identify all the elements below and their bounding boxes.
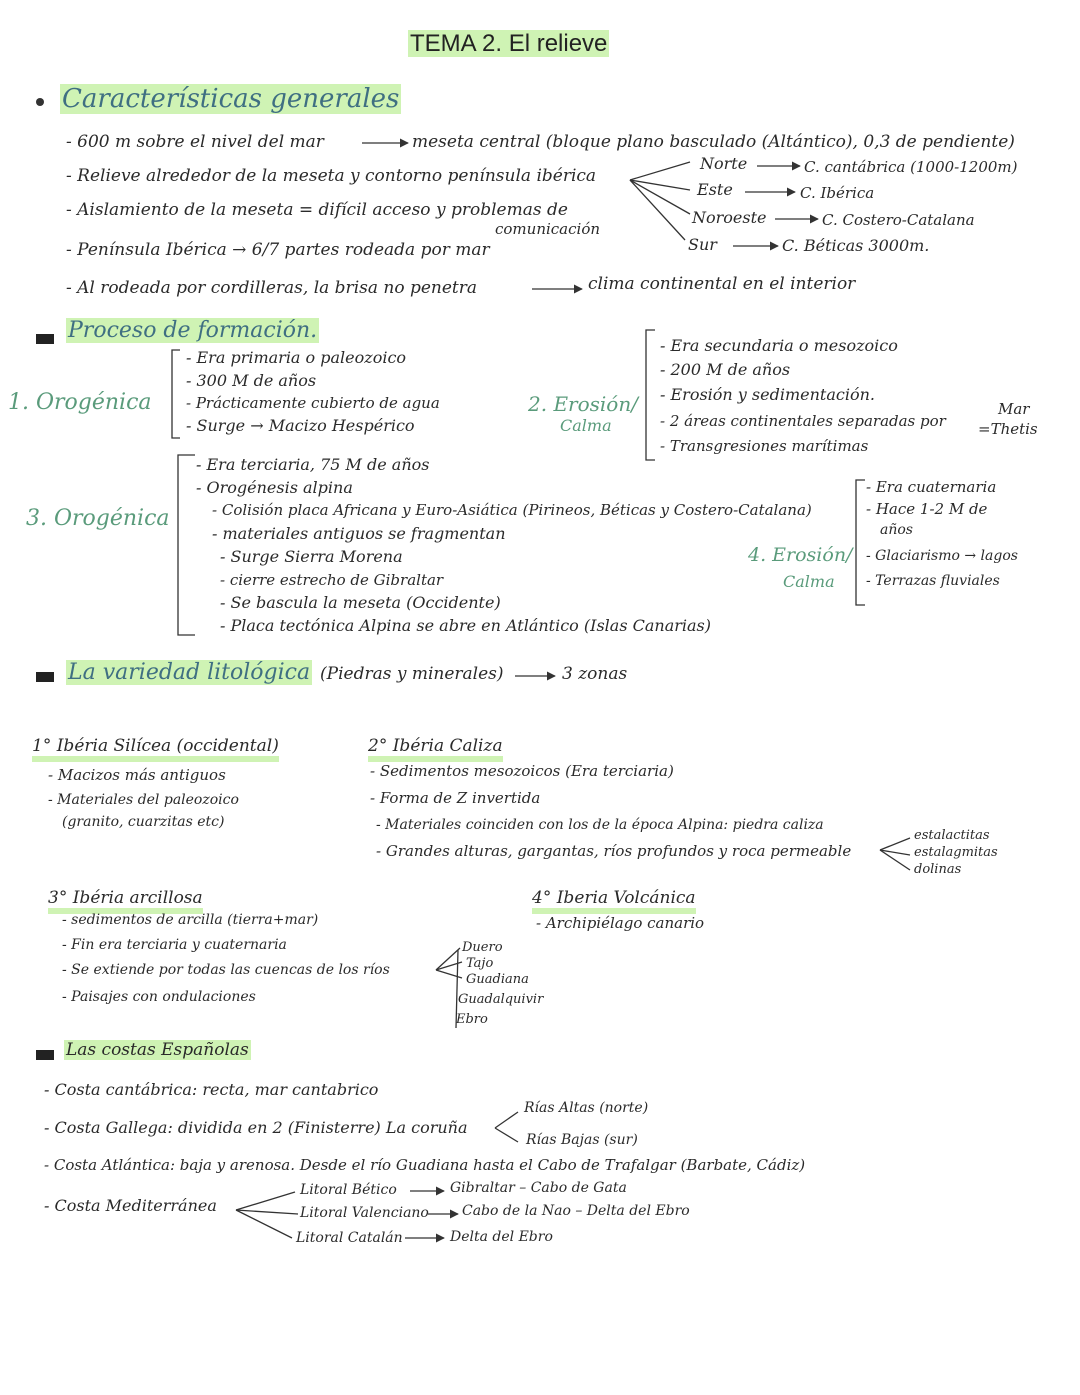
branch-sur-dir: Sur [688,235,717,254]
coast-mediterranea: - Costa Mediterránea [44,1196,217,1215]
e4-item: - Era cuaternaria [866,478,997,496]
branch-este-val: C. Ibérica [800,184,875,202]
heading-text: Características generales [62,84,400,114]
coast-cantabrica: - Costa cantábrica: recta, mar cantabrico [44,1080,379,1099]
z3-item: - sedimentos de arcilla (tierra+mar) [62,912,319,928]
e4-item: - Hace 1-2 M de [866,500,988,518]
line-altitude: - 600 m sobre el nivel del mar [66,132,324,152]
litoral-catalan-dest: Delta del Ebro [450,1229,553,1245]
litoral-betico-dest: Gibraltar – Cabo de Gata [450,1180,627,1196]
zone-title-text: 2° Ibéria Caliza [368,736,503,762]
z2-item: - Materiales coinciden con los de la época Alpina: piedra caliza [376,817,824,833]
o3-item: - cierre estrecho de Gibraltar [220,571,444,589]
rias-altas: Rías Altas (norte) [524,1100,649,1116]
zone-1-title [32,736,279,756]
o1-item: - Prácticamente cubierto de agua [186,394,440,412]
branch-norte-dir: Norte [700,154,748,173]
z2-form: estalactitas [914,828,990,843]
z2-item: - Grandes alturas, gargantas, ríos profundos y roca permeable [376,842,852,860]
e4-item: - Glaciarismo → lagos [866,548,1018,564]
zone-2-title [368,736,503,756]
line-relieve: - Relieve alrededor de la meseta y contorno península ibérica [66,166,597,186]
litologica-sub: (Piedras y minerales) [320,664,504,684]
line-aislamiento: - Aislamiento de la meseta = difícil acceso y problemas de [66,200,568,220]
erosion-2-label: 2. Erosión/ [528,392,638,416]
section-heading-litologica [66,660,312,685]
litologica-zones: 3 zonas [562,664,628,684]
litoral-valenciano-dest: Cabo de la Nao – Delta del Ebro [462,1203,690,1219]
heading-text: La variedad litológica [68,660,311,685]
branch-noroeste-val: C. Costero-Catalana [822,211,975,229]
coast-atlantica: - Costa Atlántica: baja y arenosa. Desde el río Guadiana hasta el Cabo de Trafalgar (Barbate, Cádiz) [44,1156,806,1174]
o3-item: - Era terciaria, 75 M de años [196,455,430,474]
e2-item: - 200 M de años [660,360,791,379]
heading-text: Proceso de formación. [68,318,318,343]
river: Duero [462,940,503,955]
erosion-4-sub: Calma [783,572,835,591]
z1-item: - Macizos más antiguos [48,766,226,784]
litoral-betico: Litoral Bético [300,1182,397,1198]
thetis-label: =Thetis [978,420,1038,438]
branch-este-dir: Este [697,180,733,199]
erosion-4-label: 4. Erosión/ [748,544,853,566]
zone-4-title [532,888,696,908]
bullet-square [36,334,54,344]
zone-3-title [48,888,203,908]
orogenica-1-label: 1. Orogénica [8,390,152,415]
z1-item: (granito, cuarzitas etc) [62,814,225,830]
o1-item: - 300 M de años [186,371,317,390]
litoral-valenciano: Litoral Valenciano [300,1205,429,1221]
river: Guadiana [466,972,529,987]
branch-norte-val: C. cantábrica (1000-1200m) [804,158,1018,176]
line-meseta: meseta central (bloque plano basculado (Altántico), 0,3 de pendiente) [412,132,1015,152]
o1-item: - Era primaria o paleozoico [186,348,407,367]
o3-item: - materiales antiguos se fragmentan [212,524,506,543]
z2-form: dolinas [914,862,962,877]
o3-item: - Surge Sierra Morena [220,547,403,566]
rias-bajas: Rías Bajas (sur) [526,1132,638,1148]
bullet-square [36,1050,54,1060]
fan-norte [630,162,690,180]
heading-text: Las costas Españolas [66,1040,249,1060]
e2-item: - Erosión y sedimentación. [660,385,875,404]
z2-item: - Sedimentos mesozoicos (Era terciaria) [370,762,674,780]
o3-item: - Colisión placa Africana y Euro-Asiática (Pirineos, Béticas y Costero-Catalana) [212,501,812,519]
z2-form: estalagmitas [914,845,998,860]
page-title-text: TEMA 2. El relieve [410,30,608,57]
erosion-2-sub: Calma [560,416,612,435]
river: Tajo [466,956,494,971]
section-heading-proceso [66,318,319,343]
river: Ebro [456,1012,488,1027]
river: Guadalquivir [458,992,544,1007]
e2-item: - 2 áreas continentales separadas por [660,412,946,430]
branch-sur-val: C. Béticas 3000m. [782,236,930,255]
section-heading-caracteristicas [60,84,401,114]
bullet-square [36,672,54,682]
litoral-catalan: Litoral Catalán [296,1230,403,1246]
line-clima: clima continental en el interior [588,274,856,294]
orogenica-3-label: 3. Orogénica [26,506,170,531]
e4-item: años [880,522,913,538]
z1-item: - Materiales del paleozoico [48,792,239,808]
line-brisa: - Al rodeada por cordilleras, la brisa no penetra [66,278,478,298]
e4-item: - Terrazas fluviales [866,573,1000,589]
zone-title-text: 3° Ibéria arcillosa [48,888,203,914]
section-heading-costas [64,1040,251,1060]
o3-item: - Se bascula la meseta (Occidente) [220,593,501,612]
z4-item: - Archipiélago canario [536,914,705,932]
e2-item: - Transgresiones marítimas [660,437,869,455]
z3-item: - Paisajes con ondulaciones [62,989,256,1005]
line-peninsula: - Península Ibérica → 6/7 partes rodeada por mar [66,240,490,260]
o1-item: - Surge → Macizo Hespérico [186,416,415,435]
zone-title-text: 1° Ibéria Silícea (occidental) [32,736,279,762]
bullet-dot [36,98,44,106]
e2-item: - Era secundaria o mesozoico [660,336,898,355]
line-comunicacion: comunicación [495,220,601,238]
z2-item: - Forma de Z invertida [370,789,541,807]
branch-noroeste-dir: Noroeste [692,208,767,227]
zone-title-text: 4° Iberia Volcánica [532,888,696,914]
z3-item: - Se extiende por todas las cuencas de los ríos [62,962,390,978]
z3-item: - Fin era terciaria y cuaternaria [62,937,287,953]
o3-item: - Orogénesis alpina [196,478,353,497]
mar-label: Mar [998,400,1030,418]
coast-gallega: - Costa Gallega: dividida en 2 (Finisterre) La coruña [44,1118,468,1137]
o3-item: - Placa tectónica Alpina se abre en Atlántico (Islas Canarias) [220,616,711,635]
